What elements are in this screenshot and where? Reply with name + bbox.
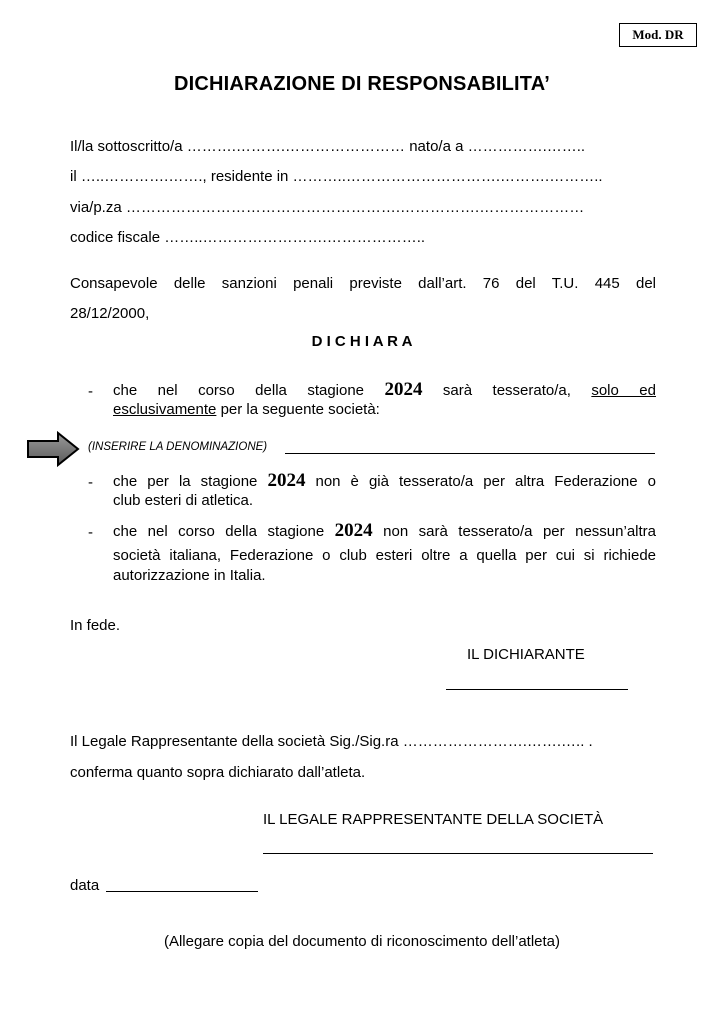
insert-denomination-label: (INSERIRE LA DENOMINAZIONE) <box>88 441 268 453</box>
bullet-3-text-post: non sarà tesserato/a per nessun’altra <box>383 523 656 540</box>
bullet-dash: - <box>88 474 93 491</box>
declarant-signature-field[interactable] <box>446 689 628 690</box>
bullet-1-underlined-text: solo ed <box>591 382 656 399</box>
legal-representative-line: Il Legale Rappresentante della società Sig./Sig.ra …………………….…….….. . <box>70 733 593 750</box>
document-title: DICHIARAZIONE DI RESPONSABILITA’ <box>173 73 551 95</box>
legal-representative-label: IL LEGALE RAPPRESENTANTE DELLA SOCIETÀ <box>263 811 604 828</box>
bullet-dash: - <box>88 383 93 400</box>
declarant-label: IL DICHIARANTE <box>467 646 585 663</box>
date-field[interactable] <box>106 891 258 892</box>
bullet-2-line-2: club esteri di atletica. <box>113 492 254 509</box>
module-code: Mod. DR <box>632 27 684 42</box>
bullet-1-underlined-text-2: esclusivamente <box>113 401 217 418</box>
bullet-1-line-2-text: per la seguente società: <box>220 401 380 418</box>
in-fede-text: In fede. <box>70 617 121 634</box>
personal-line-birth-residence: il …..………….……., residente in ………..………………………….……….……….. <box>70 168 603 185</box>
bullet-2-line-1 <box>113 472 656 491</box>
personal-line-name: Il/la sottoscritto/a ……….……….…………………… nato/a a …………….…….. <box>70 138 586 155</box>
bullet-2-text-post: non è già tesserato/a per altra Federazione o <box>315 473 656 490</box>
intro-line-2: 28/12/2000, <box>70 305 150 322</box>
bullet-1-line-2 <box>113 401 380 419</box>
module-code-box <box>619 23 697 47</box>
season-year: 2024 <box>334 520 373 541</box>
legal-representative-signature-field[interactable] <box>263 853 653 854</box>
attachment-note: (Allegare copia del documento di riconoscimento dell’atleta) <box>163 933 561 950</box>
right-arrow-icon <box>25 430 81 468</box>
bullet-2-text-pre: che per la stagione <box>113 473 258 490</box>
personal-line-address: via/p.za ……………………………………………….…………….………………… <box>70 199 585 216</box>
legal-confirmation-line: conferma quanto sopra dichiarato dall’atleta. <box>70 764 366 781</box>
bullet-1-text-post: sarà tesserato/a, <box>442 382 571 399</box>
bullet-3-line-3: autorizzazione in Italia. <box>113 567 266 584</box>
date-label: data <box>70 877 100 894</box>
bullet-3-line-2: società italiana, Federazione o club esteri oltre a quella per cui si richiede <box>113 547 656 564</box>
bullet-3-text-pre: che nel corso della stagione <box>113 523 325 540</box>
intro-line-1: Consapevole delle sanzioni penali previste dall’art. 76 del T.U. 445 del <box>70 275 656 292</box>
season-year: 2024 <box>267 470 306 491</box>
personal-line-tax-code: codice fiscale ……..…………………….……………….. <box>70 229 426 246</box>
bullet-1-text-pre: che nel corso della stagione <box>113 382 365 399</box>
bullet-dash: - <box>88 524 93 541</box>
denomination-field[interactable] <box>285 453 655 454</box>
season-year: 2024 <box>384 379 423 400</box>
dichiara-heading: D I C H I A R A <box>311 333 413 350</box>
bullet-3-line-1 <box>113 522 656 541</box>
bullet-1-line-1 <box>113 381 656 400</box>
